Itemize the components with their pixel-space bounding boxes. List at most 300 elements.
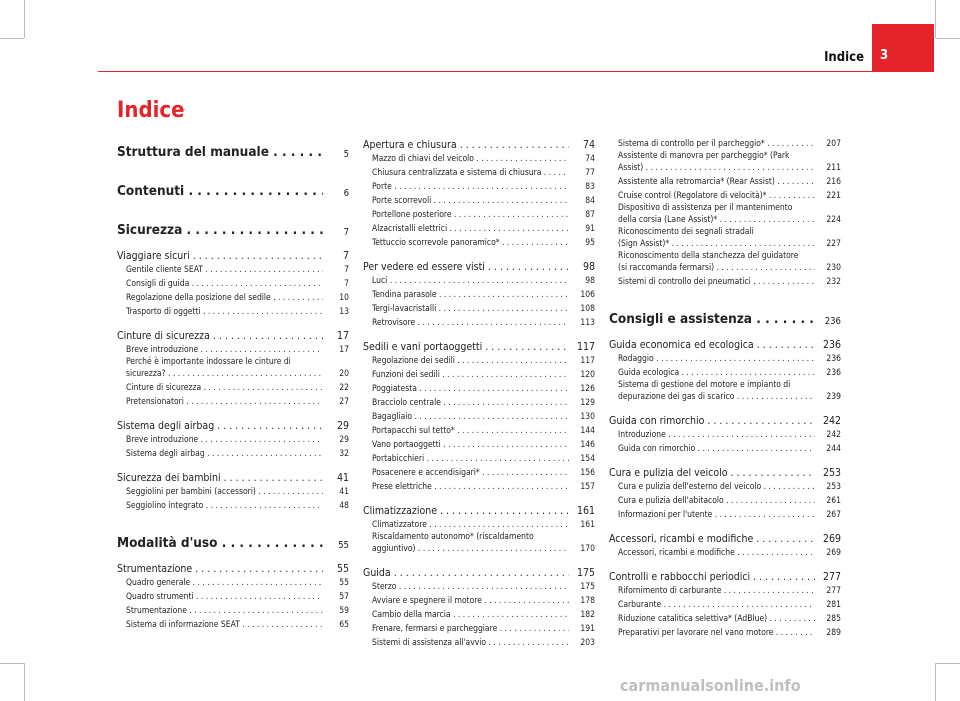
toc-entry-page: 253 bbox=[822, 467, 841, 479]
toc-entry-title bbox=[372, 223, 569, 235]
toc-entry-page: 277 bbox=[826, 586, 841, 596]
toc-entry[interactable] bbox=[117, 498, 349, 512]
toc-entry-title-text: Riconoscimento della stanchezza del guidatore bbox=[618, 251, 799, 261]
toc-entry-page: 5 bbox=[343, 149, 349, 160]
toc-entry-title-cont: depurazione dei gas di scarico . . . bbox=[618, 392, 815, 402]
toc-entry-title bbox=[126, 434, 323, 446]
toc-entry-page: 29 bbox=[336, 420, 349, 432]
toc-entry-page: 230 bbox=[826, 263, 841, 273]
toc-entry-title bbox=[372, 209, 569, 221]
toc-entry[interactable] bbox=[363, 258, 595, 273]
toc-entry[interactable] bbox=[363, 564, 595, 579]
toc-entry[interactable] bbox=[363, 381, 595, 395]
toc-entry-title-text: Per vedere ed essere visti bbox=[363, 261, 485, 273]
toc-entry-title-text: Cruise control (Regolatore di velocità)* bbox=[618, 191, 767, 201]
toc-entry-title bbox=[117, 330, 323, 342]
toc-entry-title-text: Sistema di informazione SEAT bbox=[126, 620, 240, 630]
toc-entry[interactable] bbox=[363, 395, 595, 409]
toc-entry-title bbox=[618, 353, 815, 365]
toc-entry-title bbox=[618, 367, 815, 379]
toc-column-3 bbox=[609, 136, 841, 639]
toc-entry-title-text: Alzacristalli elettrici bbox=[372, 224, 448, 234]
toc-entry-page: 129 bbox=[580, 398, 595, 408]
toc-entry[interactable] bbox=[609, 611, 841, 625]
toc-entry-page: 17 bbox=[339, 345, 349, 355]
toc-entry-title bbox=[117, 472, 323, 484]
toc-entry-page: 108 bbox=[580, 304, 595, 314]
toc-entry-title-text: Bracciolo centrale bbox=[372, 398, 441, 408]
toc-entry-title-text: Cambio della marcia bbox=[372, 610, 451, 620]
crop-mark bbox=[0, 38, 24, 39]
toc-entry-page: 32 bbox=[339, 449, 349, 459]
toc-entry-page: 178 bbox=[580, 596, 595, 606]
toc-entry-title-text: Rifornimento di carburante bbox=[618, 586, 722, 596]
toc-entry-page: 170 bbox=[580, 544, 595, 554]
toc-entry-title-text: Frenare, fermarsi e parcheggiare bbox=[372, 624, 498, 634]
toc-entry-title bbox=[618, 443, 815, 455]
toc-entry-title-text: Consigli di guida bbox=[126, 279, 190, 289]
toc-entry-title bbox=[126, 356, 323, 380]
toc-entry[interactable] bbox=[363, 517, 595, 531]
toc-entry[interactable] bbox=[609, 174, 841, 188]
toc-entry[interactable] bbox=[363, 502, 595, 517]
toc-entry[interactable] bbox=[363, 423, 595, 437]
toc-entry[interactable] bbox=[363, 165, 595, 179]
toc-entry-page: 22 bbox=[339, 383, 349, 393]
toc-entry-page: 269 bbox=[822, 533, 841, 545]
crop-mark bbox=[0, 663, 24, 664]
toc-entry-title bbox=[618, 495, 815, 507]
toc-entry[interactable] bbox=[117, 247, 349, 262]
toc-entry-title-text: Riduzione catalitica selettiva* (AdBlue) bbox=[618, 614, 768, 624]
toc-entry-page: 154 bbox=[580, 454, 595, 464]
toc-entry-title-cont: (si raccomanda fermarsi) . . . bbox=[618, 263, 815, 273]
toc-entry[interactable] bbox=[363, 579, 595, 593]
toc-entry-title-text: Struttura del manuale bbox=[117, 144, 269, 160]
toc-entry[interactable] bbox=[117, 342, 349, 356]
toc-entry-title bbox=[372, 531, 569, 555]
toc-entry-title-text: Quadro strumenti bbox=[126, 592, 194, 602]
toc-entry-title bbox=[126, 486, 323, 498]
toc-entry-title-text: Assistente alla retromarcia* (Rear Assist) bbox=[618, 177, 775, 187]
toc-entry-title bbox=[126, 382, 323, 394]
toc-entry-title-text: Modalità d'uso bbox=[117, 535, 218, 551]
toc-entry-page: 13 bbox=[339, 307, 349, 317]
toc-entry-page: 77 bbox=[585, 168, 595, 178]
toc-entry-title bbox=[618, 481, 815, 493]
toc-entry-title-text: Breve introduzione bbox=[126, 435, 199, 445]
toc-entry[interactable] bbox=[609, 226, 841, 250]
toc-entry-title bbox=[126, 278, 323, 290]
toc-entry-title-text: Funzioni dei sedili bbox=[372, 370, 440, 380]
toc-entry-title bbox=[372, 481, 569, 493]
toc-entry-page: 161 bbox=[576, 505, 595, 517]
toc-entry[interactable] bbox=[363, 287, 595, 301]
toc-entry[interactable] bbox=[117, 617, 349, 631]
toc-entry-title-text: Seggiolini per bambini (accessori) bbox=[126, 487, 256, 497]
toc-entry-title bbox=[372, 595, 569, 607]
toc-entry-page: 130 bbox=[580, 412, 595, 422]
toc-entry-title bbox=[372, 383, 569, 395]
toc-entry[interactable] bbox=[609, 464, 841, 479]
toc-entry[interactable] bbox=[117, 527, 349, 551]
toc-entry[interactable] bbox=[609, 136, 841, 150]
toc-entry-page: 207 bbox=[826, 139, 841, 149]
toc-entry-title bbox=[618, 276, 815, 288]
toc-entry[interactable] bbox=[609, 545, 841, 559]
toc-entry-page: 106 bbox=[580, 290, 595, 300]
toc-entry[interactable] bbox=[363, 479, 595, 493]
toc-entry-page: 17 bbox=[336, 330, 349, 342]
toc-entry-title-text: Accessori, ricambi e modifiche bbox=[609, 533, 754, 545]
toc-entry-page: 55 bbox=[339, 578, 349, 588]
toc-entry-page: 242 bbox=[822, 415, 841, 427]
toc-entry[interactable] bbox=[363, 273, 595, 287]
toc-entry[interactable] bbox=[609, 625, 841, 639]
toc-entry-title-text: Pretensionatori bbox=[126, 397, 184, 407]
toc-entry-page: 203 bbox=[580, 638, 595, 648]
toc-entry-title bbox=[372, 303, 569, 315]
toc-entry-title bbox=[618, 429, 815, 441]
toc-entry[interactable] bbox=[117, 304, 349, 318]
toc-entry-page: 6 bbox=[343, 188, 349, 199]
toc-entry[interactable] bbox=[363, 338, 595, 353]
toc-entry-title-text: Tettuccio scorrevole panoramico* bbox=[372, 238, 500, 248]
toc-entry-title-text: Regolazione dei sedili bbox=[372, 356, 455, 366]
page-number-badge bbox=[872, 24, 934, 72]
toc-entry[interactable] bbox=[117, 214, 349, 238]
toc-entry-page: 242 bbox=[826, 430, 841, 440]
toc-entry-title-text: Strumentazione bbox=[126, 606, 187, 616]
toc-entry-page: 65 bbox=[339, 620, 349, 630]
toc-entry-page: 244 bbox=[826, 444, 841, 454]
toc-entry-title-text: Retrovisore bbox=[372, 318, 416, 328]
toc-entry[interactable] bbox=[117, 290, 349, 304]
crop-mark bbox=[935, 0, 936, 38]
toc-entry-title-text: Sistemi di controllo dei pneumatici bbox=[618, 277, 751, 287]
toc-entry[interactable] bbox=[609, 530, 841, 545]
toc-entry-title-text: Gentile cliente SEAT bbox=[126, 265, 203, 275]
toc-entry-title bbox=[363, 505, 569, 517]
toc-entry-title bbox=[117, 250, 323, 262]
toc-entry-title bbox=[609, 339, 815, 351]
toc-entry-title-text: Quadro generale bbox=[126, 578, 191, 588]
toc-entry[interactable] bbox=[609, 507, 841, 521]
toc-entry[interactable] bbox=[117, 380, 349, 394]
toc-entry-page: 253 bbox=[826, 482, 841, 492]
toc-entry[interactable] bbox=[117, 575, 349, 589]
toc-entry-title bbox=[126, 264, 323, 276]
toc-entry[interactable] bbox=[363, 437, 595, 451]
crop-mark bbox=[24, 663, 25, 701]
toc-entry-page: 41 bbox=[339, 487, 349, 497]
toc-entry[interactable] bbox=[609, 441, 841, 455]
toc-entry-page: 211 bbox=[826, 163, 841, 173]
toc-entry[interactable] bbox=[609, 336, 841, 351]
toc-entry-title bbox=[372, 439, 569, 451]
toc-entry-page: 156 bbox=[580, 468, 595, 478]
toc-entry-page: 74 bbox=[585, 154, 595, 164]
toc-entry-title bbox=[372, 195, 569, 207]
toc-entry-title-text: Sistema di controllo per il parcheggio* bbox=[618, 139, 765, 149]
toc-entry-title bbox=[126, 396, 323, 408]
toc-entry-title-text: Sicurezza bbox=[117, 222, 183, 238]
toc-entry[interactable] bbox=[363, 531, 595, 555]
toc-entry-title bbox=[372, 153, 569, 165]
toc-entry-page: 267 bbox=[826, 510, 841, 520]
toc-entry[interactable] bbox=[117, 175, 349, 199]
toc-entry[interactable] bbox=[363, 593, 595, 607]
toc-entry-title-text: Porte scorrevoli bbox=[372, 196, 432, 206]
toc-entry[interactable] bbox=[609, 188, 841, 202]
crop-mark bbox=[936, 663, 960, 664]
toc-entry-title bbox=[117, 183, 323, 199]
page-title: Indice bbox=[117, 98, 185, 123]
toc-entry-title-text: Tendina parasole bbox=[372, 290, 437, 300]
toc-entry-title bbox=[618, 176, 815, 188]
toc-entry-title bbox=[372, 453, 569, 465]
toc-entry-page: 10 bbox=[339, 293, 349, 303]
toc-entry-title-text: Bagagliaio bbox=[372, 412, 413, 422]
toc-entry[interactable] bbox=[117, 432, 349, 446]
toc-entry[interactable] bbox=[363, 301, 595, 315]
toc-entry-title-text: Posacenere e accendisigari* bbox=[372, 468, 480, 478]
toc-entry[interactable] bbox=[609, 351, 841, 365]
toc-entry-title bbox=[372, 467, 569, 479]
toc-entry-title-text: Guida ecologica bbox=[618, 368, 680, 378]
toc-entry[interactable] bbox=[117, 276, 349, 290]
toc-entry-title bbox=[372, 397, 569, 409]
toc-entry-page: 289 bbox=[826, 628, 841, 638]
toc-entry-page: 74 bbox=[582, 139, 595, 151]
toc-entry[interactable] bbox=[117, 262, 349, 276]
toc-entry-title-text: Introduzione bbox=[618, 430, 666, 440]
toc-entry[interactable] bbox=[609, 479, 841, 493]
toc-entry[interactable] bbox=[363, 193, 595, 207]
toc-entry-title bbox=[117, 144, 323, 160]
toc-entry[interactable] bbox=[609, 412, 841, 427]
toc-entry-page: 236 bbox=[826, 368, 841, 378]
toc-entry[interactable] bbox=[363, 465, 595, 479]
toc-entry[interactable] bbox=[363, 315, 595, 329]
toc-entry-page: 113 bbox=[580, 318, 595, 328]
toc-entry-title-text: Cinture di sicurezza bbox=[126, 383, 202, 393]
toc-entry[interactable] bbox=[117, 327, 349, 342]
toc-entry-title bbox=[372, 237, 569, 249]
toc-entry[interactable] bbox=[117, 417, 349, 432]
toc-entry-page: 175 bbox=[580, 582, 595, 592]
toc-entry[interactable] bbox=[117, 484, 349, 498]
toc-entry[interactable] bbox=[117, 560, 349, 575]
toc-entry-page: 55 bbox=[336, 563, 349, 575]
toc-entry-title-text: Consigli e assistenza bbox=[609, 311, 753, 327]
toc-entry-title-text: Prese elettriche bbox=[372, 482, 432, 492]
toc-entry-page: 7 bbox=[343, 227, 349, 238]
toc-entry-title bbox=[618, 509, 815, 521]
toc-entry-title-cont: Assist) . . . bbox=[618, 163, 815, 173]
page-number: 3 bbox=[880, 48, 889, 63]
toc-entry-title bbox=[618, 226, 815, 250]
toc-entry[interactable] bbox=[117, 446, 349, 460]
toc-entry[interactable] bbox=[363, 451, 595, 465]
toc-entry[interactable] bbox=[609, 274, 841, 288]
toc-entry[interactable] bbox=[363, 409, 595, 423]
toc-entry[interactable] bbox=[117, 603, 349, 617]
toc-entry-page: 281 bbox=[826, 600, 841, 610]
toc-entry-title-text: Controlli e rabbocchi periodici bbox=[609, 571, 751, 583]
toc-entry-page: 83 bbox=[585, 182, 595, 192]
toc-entry-page: 117 bbox=[576, 341, 595, 353]
toc-entry[interactable] bbox=[363, 207, 595, 221]
toc-entry-title bbox=[363, 139, 569, 151]
toc-entry-title-text: Guida con rimorchio bbox=[609, 415, 705, 427]
toc-entry-title-text: Sterzo bbox=[372, 582, 397, 592]
toc-entry-page: 239 bbox=[826, 392, 841, 402]
toc-entry-page: 84 bbox=[585, 196, 595, 206]
toc-entry-title-text: Chiusura centralizzata e sistema di chiusura bbox=[372, 168, 542, 178]
toc-entry-title bbox=[609, 467, 815, 479]
toc-entry-title bbox=[372, 275, 569, 287]
toc-entry-page: 7 bbox=[342, 250, 349, 262]
toc-entry-title bbox=[372, 167, 569, 179]
toc-entry-title-text: Guida bbox=[363, 567, 391, 579]
toc-entry-title-text: Breve introduzione bbox=[126, 345, 199, 355]
toc-entry[interactable] bbox=[117, 589, 349, 603]
toc-entry-title bbox=[117, 535, 323, 551]
toc-entry-title bbox=[618, 627, 815, 639]
toc-entry[interactable] bbox=[609, 427, 841, 441]
toc-entry[interactable] bbox=[609, 379, 841, 403]
toc-entry-title-text: Avviare e spegnere il motore bbox=[372, 596, 483, 606]
toc-entry-title bbox=[618, 599, 815, 611]
toc-entry-page: 261 bbox=[826, 496, 841, 506]
toc-entry[interactable] bbox=[117, 136, 349, 160]
toc-entry-page: 221 bbox=[826, 191, 841, 201]
toc-entry-page: 7 bbox=[344, 265, 349, 275]
toc-entry-page: 236 bbox=[822, 339, 841, 351]
toc-entry-page: 236 bbox=[826, 354, 841, 364]
toc-entry-page: 224 bbox=[826, 215, 841, 225]
toc-entry-title bbox=[618, 613, 815, 625]
toc-entry-title-cont: aggiuntivo) . . . bbox=[372, 544, 569, 554]
toc-entry[interactable] bbox=[609, 365, 841, 379]
toc-entry-title bbox=[117, 420, 323, 432]
toc-entry-title-text: Tergi-lavacristalli bbox=[372, 304, 437, 314]
toc-entry-page: 182 bbox=[580, 610, 595, 620]
toc-entry-title-text: Climatizzatore bbox=[372, 520, 427, 530]
toc-entry-title bbox=[618, 202, 815, 226]
toc-entry-page: 57 bbox=[339, 592, 349, 602]
toc-entry-title bbox=[372, 411, 569, 423]
toc-entry-title-text: Informazioni per l'utente bbox=[618, 510, 713, 520]
toc-entry[interactable] bbox=[609, 597, 841, 611]
toc-entry-title bbox=[363, 341, 569, 353]
toc-entry[interactable] bbox=[609, 250, 841, 274]
toc-entry-page: 269 bbox=[826, 548, 841, 558]
toc-entry-title-text: Portellone posteriore bbox=[372, 210, 452, 220]
toc-entry-page: 277 bbox=[822, 571, 841, 583]
toc-entry[interactable] bbox=[363, 179, 595, 193]
toc-entry-page: 117 bbox=[580, 356, 595, 366]
toc-entry[interactable] bbox=[609, 583, 841, 597]
toc-entry[interactable] bbox=[363, 136, 595, 151]
toc-entry-title bbox=[372, 637, 569, 649]
toc-entry-title bbox=[117, 222, 323, 238]
toc-entry-title-text: Luci bbox=[372, 276, 388, 286]
toc-entry-title-text: Dispositivo di assistenza per il mantenimento bbox=[618, 203, 793, 213]
toc-entry[interactable] bbox=[363, 235, 595, 249]
toc-entry-title-text: Rodaggio bbox=[618, 354, 654, 364]
toc-entry-title bbox=[126, 448, 323, 460]
toc-entry-title bbox=[372, 181, 569, 193]
toc-entry-page: 59 bbox=[339, 606, 349, 616]
toc-entry-page: 157 bbox=[580, 482, 595, 492]
toc-entry-title-text: Portabicchieri bbox=[372, 454, 425, 464]
toc-entry-page: 27 bbox=[339, 397, 349, 407]
toc-column-2 bbox=[363, 136, 595, 649]
toc-entry-title-cont: (Sign Assist)* . . . bbox=[618, 239, 815, 249]
toc-entry[interactable] bbox=[363, 353, 595, 367]
toc-entry-page: 161 bbox=[580, 520, 595, 530]
toc-entry-page: 91 bbox=[585, 224, 595, 234]
toc-entry-page: 55 bbox=[338, 540, 349, 551]
toc-entry-title-text: Cinture di sicurezza bbox=[117, 330, 210, 342]
toc-entry-page: 98 bbox=[582, 261, 595, 273]
toc-entry-title-text: Accessori, ricambi e modifiche bbox=[618, 548, 735, 558]
toc-entry-title-text: Portapacchi sul tetto* bbox=[372, 426, 455, 436]
toc-entry[interactable] bbox=[363, 151, 595, 165]
toc-entry[interactable] bbox=[609, 303, 841, 327]
toc-entry-title-cont: della corsia (Lane Assist)* . . . bbox=[618, 215, 815, 225]
toc-entry[interactable] bbox=[117, 394, 349, 408]
toc-entry-title-text: Cura e pulizia dell'abitacolo bbox=[618, 496, 724, 506]
toc-entry-title-text: Sicurezza dei bambini bbox=[117, 472, 221, 484]
toc-entry-title-text: Climatizzazione bbox=[363, 505, 438, 517]
toc-entry-page: 191 bbox=[580, 624, 595, 634]
toc-entry-title-text: Mazzo di chiavi del veicolo bbox=[372, 154, 474, 164]
toc-entry[interactable] bbox=[363, 221, 595, 235]
toc-entry-title bbox=[372, 355, 569, 367]
toc-entry[interactable] bbox=[609, 150, 841, 174]
toc-entry-title-text: Porte bbox=[372, 182, 392, 192]
toc-entry[interactable] bbox=[363, 367, 595, 381]
toc-column-1 bbox=[117, 136, 349, 631]
toc-entry-title bbox=[372, 289, 569, 301]
toc-entry[interactable] bbox=[609, 202, 841, 226]
toc-entry-title-text: Poggiatesta bbox=[372, 384, 417, 394]
toc-entry-title bbox=[126, 292, 323, 304]
toc-entry-title-text: Viaggiare sicuri bbox=[117, 250, 190, 262]
toc-entry-title-text: Sedili e vani portaoggetti bbox=[363, 341, 483, 353]
toc-entry-title bbox=[126, 344, 323, 356]
toc-entry[interactable] bbox=[363, 621, 595, 635]
toc-entry-title bbox=[609, 415, 815, 427]
toc-entry-page: 48 bbox=[339, 501, 349, 511]
toc-entry[interactable] bbox=[609, 493, 841, 507]
toc-entry[interactable] bbox=[363, 635, 595, 649]
toc-entry-page: 95 bbox=[585, 238, 595, 248]
toc-entry-title-text: Vano portaoggetti bbox=[372, 440, 441, 450]
toc-entry-title-text: Riconoscimento dei segnali stradali bbox=[618, 227, 754, 237]
toc-entry-title-text: Trasporto di oggetti bbox=[126, 307, 201, 317]
toc-entry-title bbox=[126, 577, 323, 589]
toc-entry-page: 144 bbox=[580, 426, 595, 436]
toc-entry[interactable] bbox=[609, 568, 841, 583]
toc-entry-title bbox=[372, 317, 569, 329]
toc-entry[interactable] bbox=[117, 356, 349, 380]
toc-entry[interactable] bbox=[363, 607, 595, 621]
toc-entry[interactable] bbox=[117, 469, 349, 484]
